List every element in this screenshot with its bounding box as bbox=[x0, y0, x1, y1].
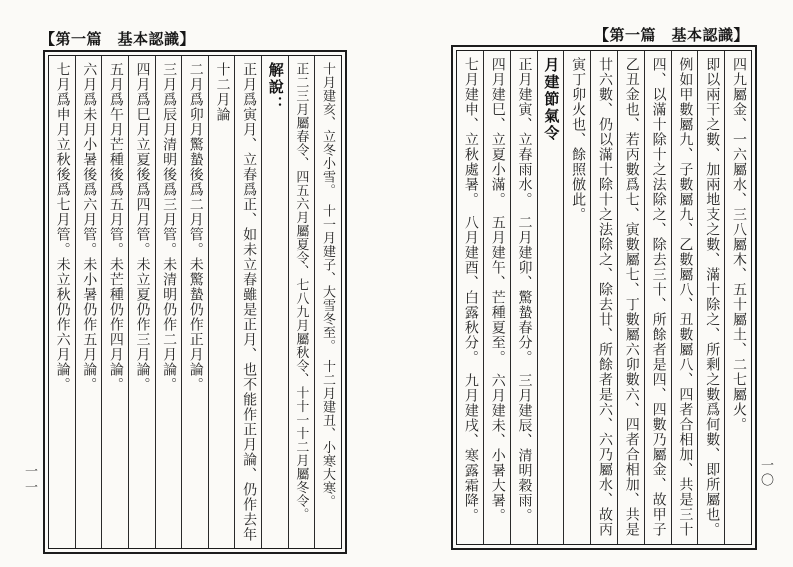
text-column: 正二三月屬春令、四五六月屬夏令、七八九月屬秋令、十十一十二月屬冬令。 bbox=[288, 56, 315, 548]
page-right-columns bbox=[457, 51, 751, 544]
text-column: 二月爲卯月驚蟄後爲二月管。未驚蟄仍作正月論。 bbox=[181, 56, 208, 548]
section-header-left: 【第一篇 基本認識】 bbox=[40, 31, 196, 48]
text-column: 廿六數、仍以滿十除十之法除之、除去廿、所餘者是六、六乃屬水、故丙 bbox=[590, 51, 617, 544]
text-column: 例如甲數屬九、子數屬九、乙數屬八、丑數屬八、四者合相加、共是三十 bbox=[671, 51, 698, 544]
page-right-inner-border bbox=[456, 50, 752, 545]
text-column: 五月爲午月芒種後爲五月管。未芒種仍作四月論。 bbox=[101, 56, 128, 548]
text-column: 四九屬金、一六屬水、三八屬木、五十屬土、二七屬火。 bbox=[724, 51, 751, 544]
subsection-heading: 解說： bbox=[261, 56, 288, 548]
text-column: 四月爲巳月立夏後爲四月管。未立夏仍作三月論。 bbox=[128, 56, 155, 548]
text-column: 寅丁卯火也、餘照倣此。 bbox=[563, 51, 590, 544]
text-column: 六月爲未月小暑後爲六月管。未小暑仍作五月論。 bbox=[75, 56, 102, 548]
text-column: 十月建亥、立冬小雪。 十一月建子、大雪冬至。 十二月建丑、小寒大寒。 bbox=[314, 56, 341, 548]
text-column: 即以兩干之數、加兩地支之數、滿十除之、所剩之數爲何數、即所屬也。 bbox=[697, 51, 724, 544]
subsection-heading: 月建節氣令 bbox=[537, 51, 564, 544]
page-number-right: 一〇 bbox=[759, 458, 774, 488]
page-left-columns bbox=[49, 56, 341, 548]
text-column: 乙丑金也、若丙數爲七、寅數屬七、丁數屬六卯數六、四者合相加、共是 bbox=[617, 51, 644, 544]
text-column: 四、以滿十除十之法除之、除去三十、所餘者是四、四數乃屬金、故甲子 bbox=[644, 51, 671, 544]
text-column: 四月建巳、立夏小滿。 五月建午、芒種夏至。 六月建未、小暑大暑。 bbox=[483, 51, 510, 544]
text-column: 七月建申、立秋處暑。 八月建酉、白露秋分。 九月建戌、寒露霜降。 bbox=[462, 57, 478, 523]
text-column: 正月建寅、立春雨水。 二月建卯、驚蟄春分。 三月建辰、清明穀雨。 bbox=[510, 51, 537, 544]
text-column: 七月爲申月立秋後爲七月管。未立秋仍作六月論。 bbox=[54, 62, 70, 392]
text-column: 正月爲寅月、立春爲正、如未立春雖是正月、也不能作正月論、仍作去年 bbox=[234, 56, 261, 548]
page-left bbox=[43, 50, 347, 554]
page-right bbox=[451, 45, 757, 550]
text-column: 十二月論 bbox=[208, 56, 235, 548]
page-number-left: 一一 bbox=[23, 464, 38, 496]
text-column: 三月爲辰月清明後爲三月管。未清明仍作二月論。 bbox=[155, 56, 182, 548]
section-header-right: 【第一篇 基本認識】 bbox=[593, 27, 749, 44]
page-left-inner-border bbox=[48, 55, 342, 549]
